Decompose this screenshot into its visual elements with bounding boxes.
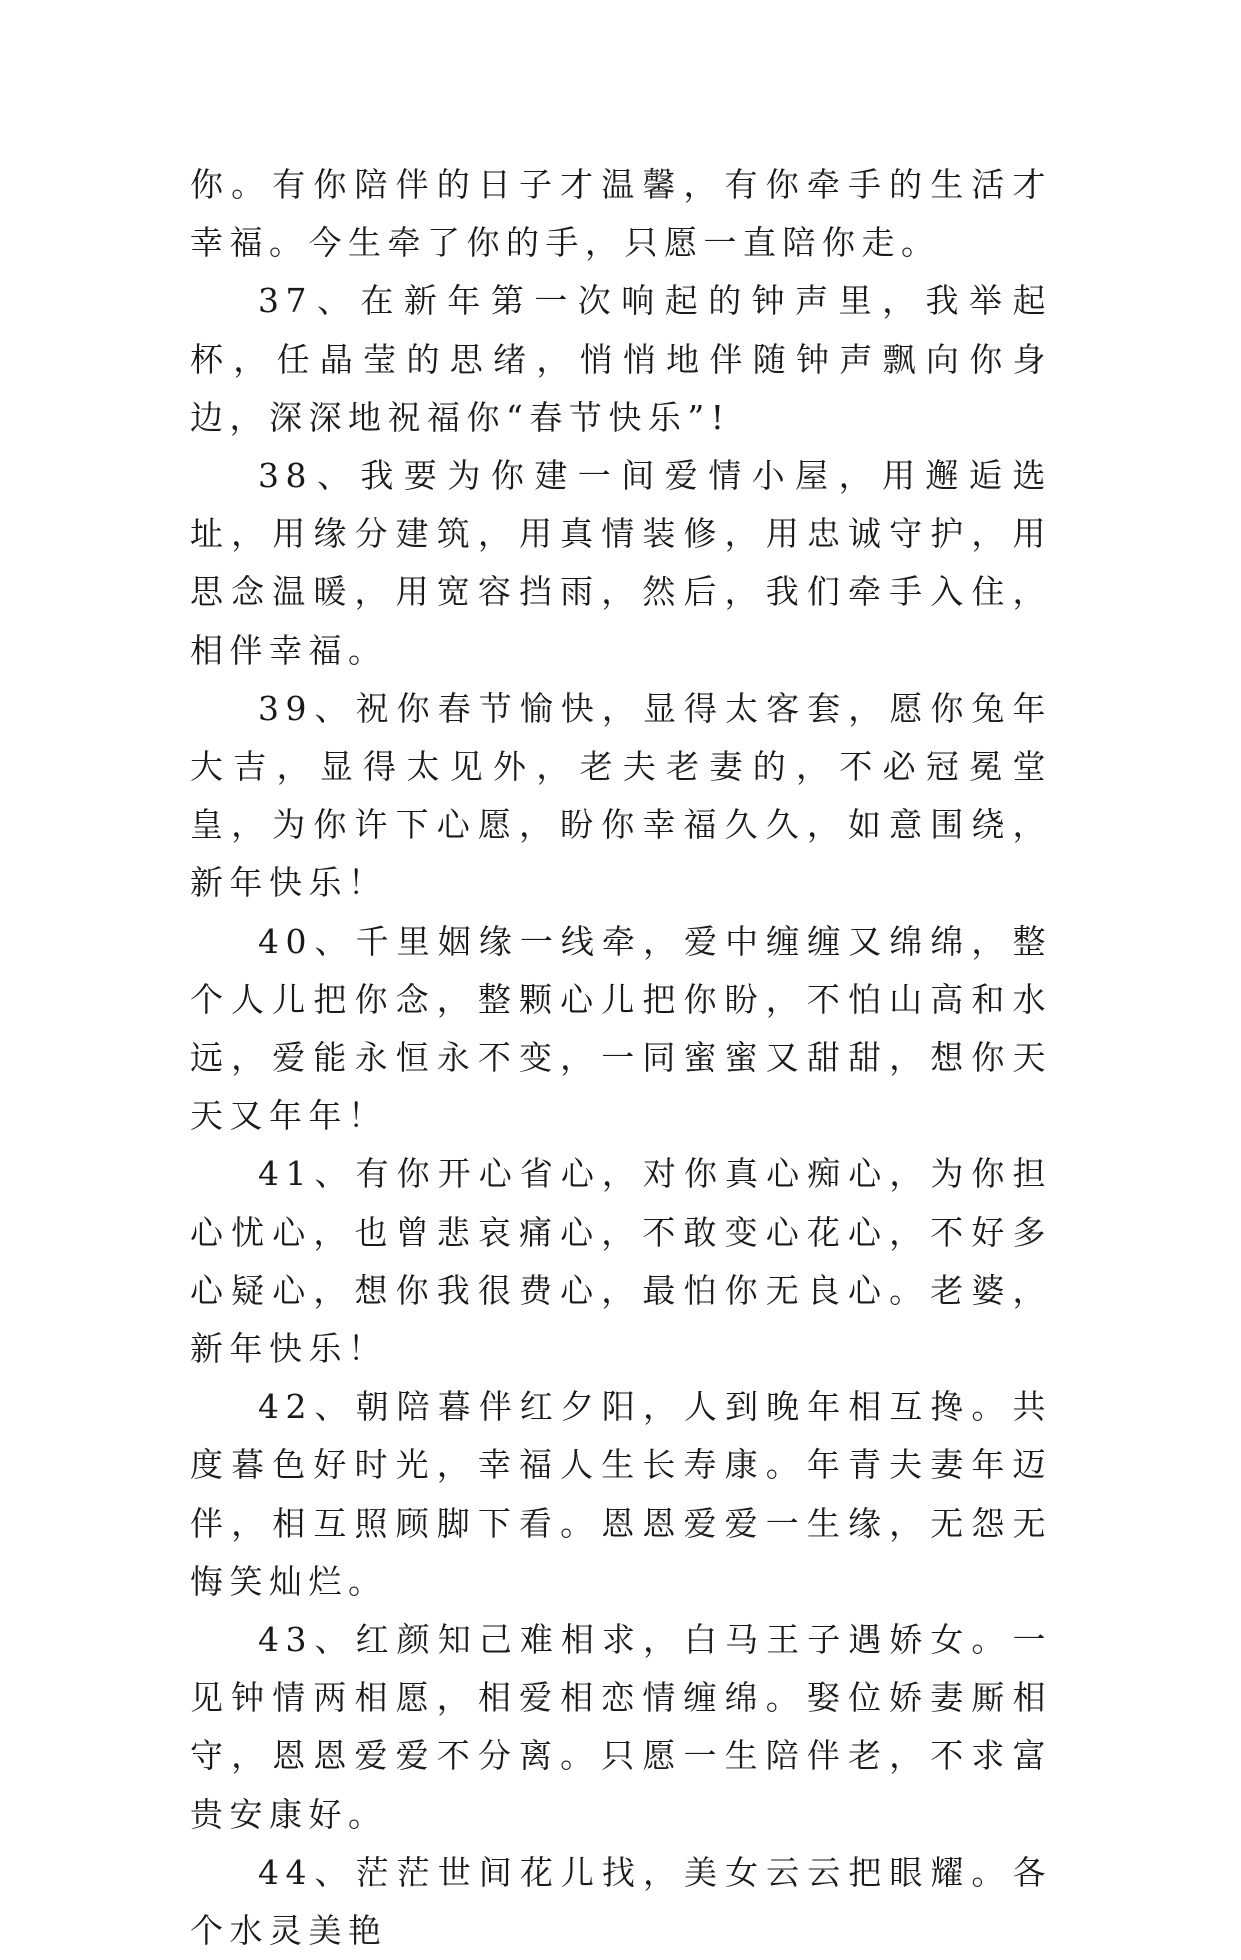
document-body (190, 156, 1052, 1960)
paragraph-40: 40、千里姻缘一线牵，爱中缠缠又绵绵，整个人儿把你念，整颗心儿把你盼，不怕山高和水远，爱能永恒永不变，一同蜜蜜又甜甜，想你天天又年年！ (190, 921, 1052, 1136)
paragraph-43: 43、红颜知己难相求，白马王子遇娇女。一见钟情两相愿，相爱相恋情缠绵。娶位娇妻厮相守，恩恩爱爱不分离。只愿一生陪伴老，不求富贵安康好。 (190, 1620, 1052, 1834)
paragraph-44: 44、茫茫世间花儿找，美女云云把眼耀。各个水灵美艳 (190, 1852, 1052, 1951)
paragraph-38: 38、我要为你建一间爱情小屋，用邂逅选址，用缘分建筑，用真情装修，用忠诚守护，用思念温暖，用宽容挡雨，然后，我们牵手入住，相伴幸福。 (190, 456, 1052, 670)
paragraph-41: 41、有你开心省心，对你真心痴心，为你担心忧心，也曾悲哀痛心，不敢变心花心，不好多心疑心，想你我很费心，最怕你无良心。老婆，新年快乐！ (190, 1154, 1052, 1369)
paragraph-37: 37、在新年第一次响起的钟声里，我举起杯，任晶莹的思绪，悄悄地伴随钟声飘向你身边，深深地祝福你“春节快乐”! (190, 281, 1052, 437)
paragraph-42: 42、朝陪暮伴红夕阳，人到晚年相互搀。共度暮色好时光，幸福人生长寿康。年青夫妻年迈伴，相互照顾脚下看。恩恩爱爱一生缘，无怨无悔笑灿烂。 (190, 1387, 1052, 1601)
paragraph-39: 39、祝你春节愉快，显得太客套，愿你兔年大吉，显得太见外，老夫老妻的，不必冠冕堂皇，为你许下心愿，盼你幸福久久，如意围绕，新年快乐！ (190, 688, 1052, 903)
paragraph-continuation: 你。有你陪伴的日子才温馨，有你牵手的生活才幸福。今生牵了你的手，只愿一直陪你走。 (190, 165, 1052, 263)
